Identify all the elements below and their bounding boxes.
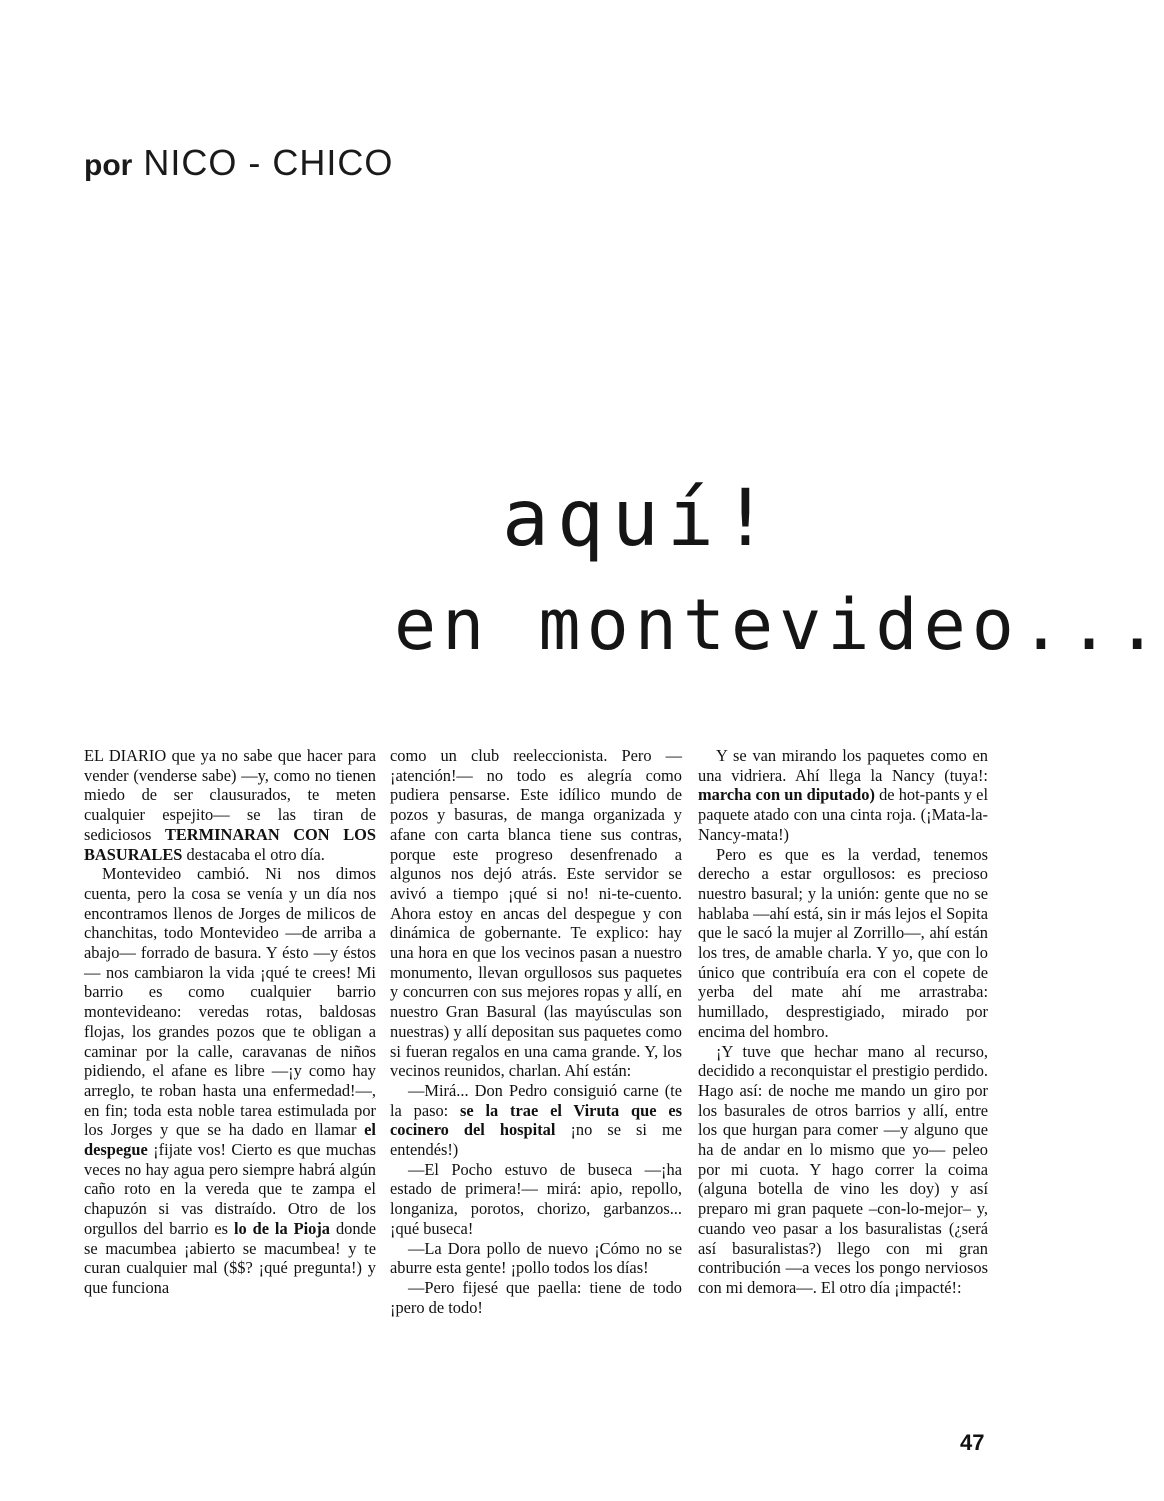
byline-prefix: por: [84, 149, 133, 182]
article-column-3: [698, 746, 988, 1298]
paragraph: ¡Y tuve que hechar mano al recurso, decidido a reconquistar el prestigio perdido. Hago así: de noche me mando un giro por los basurales de otros barrios y allí, entre los que hurgan para comer —y alguno que ha de andar en lo mismo que yo— peleo por mi cuota. Y hago correr la coima (alguna botella de vino les doy) y así preparo mi gran paquete –con-lo-mejor– y, cuando veo pasar a los basuralistas (¿será así basuralistas?) llego con mi gran contribución —a veces los pongo nerviosos con mi demora—. El otro día ¡impacté!:: [698, 1041, 988, 1297]
paragraph: —La Dora pollo de nuevo ¡Cómo no se aburre esta gente! ¡pollo todos los días!: [390, 1238, 682, 1278]
paragraph: —El Pocho estuvo de buseca —¡ha estado de primera!— mirá: apio, repollo, longaniza, porotos, chorizo, garbanzos... ¡qué buseca!: [390, 1159, 682, 1238]
paragraph: —Mirá... Don Pedro consiguió carne (te la paso: se la trae el Viruta que es cocinero del hospital ¡no se si me entendés!): [390, 1080, 682, 1160]
byline-author: NICO - CHICO: [143, 142, 394, 183]
article-column-2: [390, 746, 682, 1317]
page-number: 47: [960, 1430, 985, 1455]
paragraph: Y se van mirando los paquetes como en una vidriera. Ahí llega la Nancy (tuya!: marcha con un diputado) de hot-pants y el paquete atado con una cinta roja. (¡Mata-la-Nancy-mata!): [698, 746, 988, 844]
paragraph: EL DIARIO que ya no sabe que hacer para vender (venderse sabe) —y, como no tienen miedo de ser clausurados, te meten cualquier espejito— se las tiran de sediciosos TERMINARAN CON LOS BASURALES destacaba el otro día.: [84, 746, 376, 864]
headline-line-2: en montevideo...: [394, 584, 1164, 666]
paragraph: como un club reeleccionista. Pero —¡atención!— no todo es alegría como pudiera pensarse. Este idílico mundo de pozos y basuras, de manga organizada y afane con carta blanca tiene sus contras, porque este progreso desenfrenado a algunos nos dejó atrás. Este servidor se avivó a tiempo ¡qué si no! ni-te-cuento. Ahora estoy en ancas del despegue y con dinámica de gobernante. Te explico: hay una hora en que los vecinos pasan a nuestro monumento, llevan orgullosos sus paquetes y concurren con sus mejores ropas y allí, en nuestro Gran Basural (las mayúsculas son nuestras) y allí depositan sus paquetes como si fueran regalos en una cama grande. Y, los vecinos reunidos, charlan. Ahí están:: [390, 746, 682, 1081]
paragraph: Pero es que es la verdad, tenemos derecho a estar orgullosos: es precioso nuestro basural; y la unión: gente que no se hablaba —ahí está, sin ir más lejos el Sopita que le sacó la mujer al Zorrillo—, ahí están los tres, de amable charla. Y yo, que con lo único que contribuía era con el copete de yerba del mate ahí me arrastraba: humillado, desprestigiado, mirado por encima del hombro.: [698, 844, 988, 1041]
paragraph: —Pero fijesé que paella: tiene de todo ¡pero de todo!: [390, 1277, 682, 1317]
byline: [84, 142, 393, 184]
article-column-1: [84, 746, 376, 1298]
headline-line-1: aquí!: [502, 474, 777, 564]
paragraph: Montevideo cambió. Ni nos dimos cuenta, pero la cosa se venía y un día nos encontramos llenos de Jorges de milicos de chanchitas, todo Montevideo —de arriba a abajo— forrado de basura. Y ésto —y éstos— nos cambiaron la vida ¡qué te crees! Mi barrio es como cualquier barrio montevideano: veredas rotas, baldosas flojas, los grandes pozos que te obligan a caminar por la calle, caravanas de niños pidiendo, el afane es libre —¡y como hay arreglo, te roban hasta una enfermedad!—, en fin; toda esta noble tarea estimulada por los Jorges y que se ha dado en llamar el despegue ¡fijate vos! Cierto es que muchas veces no hay agua pero siempre habrá algún caño roto en la vereda que te zampa el chapuzón si vas distraído. Otro de los orgullos del barrio es lo de la Pioja donde se macumbea ¡abierto se macumbea! y te curan cualquier mal ($$? ¡qué pregunta!) y que funciona: [84, 864, 376, 1297]
